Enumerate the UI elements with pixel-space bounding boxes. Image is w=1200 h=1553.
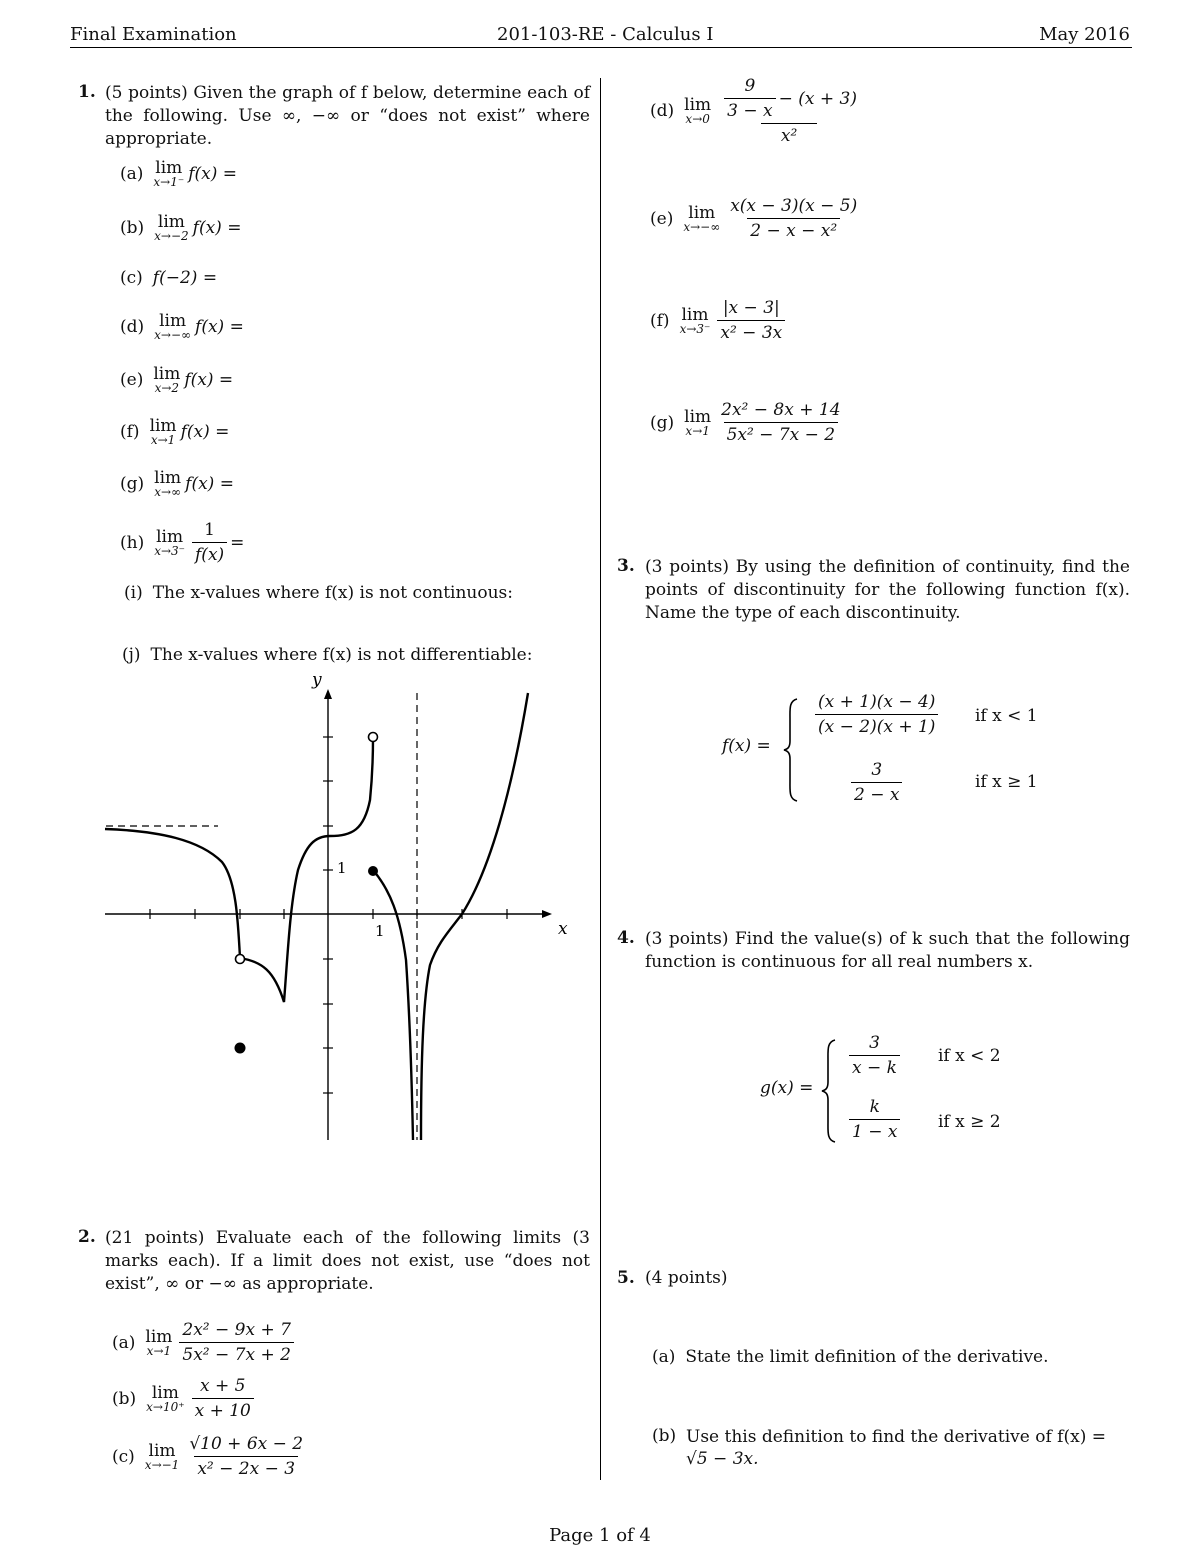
- q4-piece-1: $\frac{3}{x - k}$: [846, 1033, 903, 1078]
- q4-piece-2: $\frac{k}{1 - x}$: [846, 1097, 903, 1142]
- q5-item-a: (a) State the limit definition of the derivative.: [652, 1347, 1049, 1367]
- x-tick-label: 1: [375, 922, 385, 940]
- y-tick-label: 1: [337, 859, 347, 877]
- column-divider: [600, 78, 601, 1480]
- isolated-point: [235, 1043, 246, 1054]
- q5-b-label: (b): [652, 1426, 677, 1446]
- page-footer: Page 1 of 4: [549, 1525, 651, 1546]
- q3-piece-1-cond: if x < 1: [975, 706, 1038, 726]
- header-left: Final Examination: [70, 24, 237, 45]
- q3-piece-1: $\frac{(x + 1)(x - 4)}{(x - 2)(x + 1)}$: [812, 692, 941, 737]
- function-curves: [105, 693, 528, 1140]
- q5-number: 5.: [617, 1268, 635, 1288]
- q3-piece-2: $\frac{3}{2 - x}$: [848, 760, 905, 805]
- function-graph: [95, 665, 585, 1150]
- q1-number: 1.: [78, 82, 96, 102]
- q1-intro: (5 points) Given the graph of f below, determine each of the following. Use ∞, −∞ or “does not exist” where appropriate.: [105, 83, 590, 149]
- x-axis-arrow: [542, 910, 552, 918]
- q2-item-e: (e) lim x→−∞ $\frac{x(x - 3)(x - 5)}{\text{2 − x − x²}}$: [650, 196, 858, 241]
- q1-item-h: (h) lim x→3⁻ $\frac{1}{f(x)}$ =: [120, 520, 245, 565]
- q1-item-g: (g) lim x→∞ f(x) =: [120, 468, 234, 499]
- open-point-left: [236, 955, 245, 964]
- header-center: 201-103-RE - Calculus I: [497, 24, 714, 45]
- q4-piece-1-cond: if x < 2: [938, 1046, 1001, 1066]
- q2-item-f: (f) lim x→3⁻ $\frac{|x - 3|}{\text{x² − 3x}}$: [650, 298, 788, 343]
- q1-item-a: (a) lim x→1⁻ f(x) =: [120, 158, 237, 189]
- q1-item-e: (e) lim x→2 f(x) =: [120, 364, 234, 395]
- q5-b-text: Use this definition to find the derivative of f(x) =: [686, 1427, 1106, 1447]
- header-right: May 2016: [1039, 24, 1130, 45]
- q3-number: 3.: [617, 556, 635, 576]
- q4-number: 4.: [617, 928, 635, 948]
- q2-item-d: (d) lim x→0 $\frac{9}{3 - x}$ − (x + 3) x²: [650, 76, 857, 146]
- q1-item-b: (b) lim x→−2 f(x) =: [120, 212, 242, 243]
- q4-intro: (3 points) Find the value(s) of k such that the following function is continuous for all real numbers x.: [645, 929, 1130, 972]
- q4-function-name: g(x) =: [760, 1078, 814, 1098]
- q1-item-j: (j) The x-values where f(x) is not differentiable:: [122, 645, 533, 665]
- q2-item-c: (c) lim x→−1 $\frac{√10 + 6x - 2}{\text{x² − 2x − 3}}$: [112, 1434, 304, 1479]
- x-axis-label: x: [558, 919, 568, 939]
- q5-b-expr: √5 − 3x.: [686, 1449, 759, 1469]
- q2-number: 2.: [78, 1227, 96, 1247]
- q2-item-g: (g) lim x→1 $\frac{\text{2x² − 8x + 14}}{\text{5x² − 7x − 2}}$: [650, 400, 841, 445]
- closed-point-at-one: [368, 866, 378, 876]
- q4-brace: [820, 1038, 838, 1144]
- q1-item-c: (c) f(−2) =: [120, 268, 218, 288]
- header-rule: [70, 47, 1132, 48]
- q2-item-a: (a) lim x→1 $\frac{\text{2x² − 9x + 7}}{\text{5x² − 7x + 2}}$: [112, 1320, 297, 1365]
- q3-brace: [782, 697, 800, 803]
- q1-item-f: (f) lim x→1 f(x) =: [120, 416, 230, 447]
- q4-piece-2-cond: if x ≥ 2: [938, 1112, 1001, 1132]
- q5-intro: (4 points): [645, 1268, 728, 1288]
- q1-item-i: (i) The x-values where f(x) is not continuous:: [124, 583, 513, 603]
- q2-item-b: (b) lim x→10⁺ $\frac{x + 5}{x + 10}$: [112, 1376, 257, 1421]
- q3-piece-2-cond: if x ≥ 1: [975, 772, 1038, 792]
- y-axis-label: y: [312, 670, 322, 690]
- q2-intro: (21 points) Evaluate each of the following limits (3 marks each). If a limit does not exist, use “does not exist”, ∞ or −∞ as appropriate.: [105, 1228, 590, 1294]
- q3-function-name: f(x) =: [722, 736, 771, 756]
- q1-item-d: (d) lim x→−∞ f(x) =: [120, 311, 244, 342]
- y-axis-arrow: [324, 689, 332, 699]
- q3-intro: (3 points) By using the definition of continuity, find the points of discontinuity for the following function f(x). Name the type of each discontinuity.: [645, 557, 1130, 623]
- open-point-top: [369, 733, 378, 742]
